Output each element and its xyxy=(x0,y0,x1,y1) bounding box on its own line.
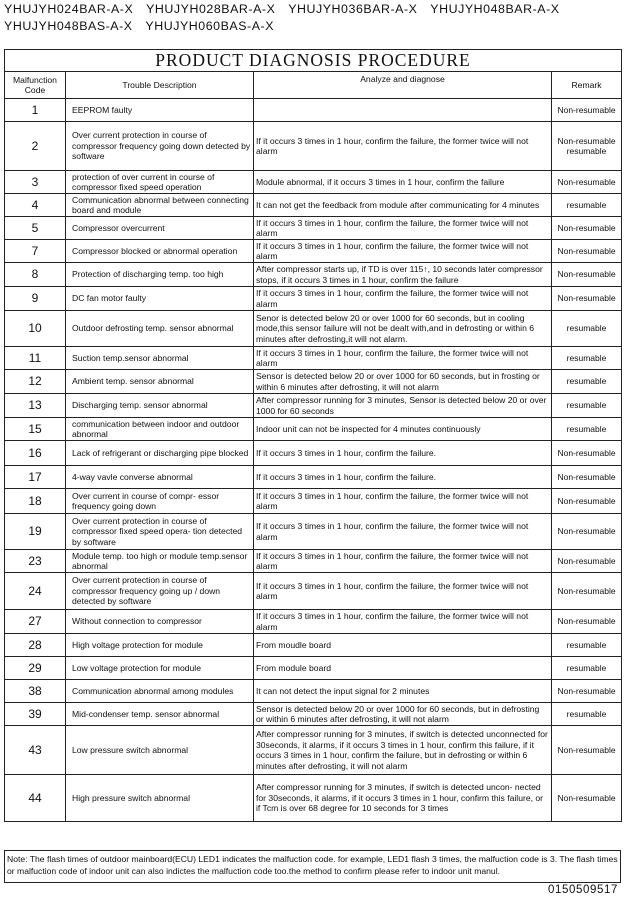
row-code: 2 xyxy=(5,122,66,171)
row-analysis: If it occurs 3 times in 1 hour, confirm the failure, the former twice will not alarm xyxy=(254,347,552,370)
row-description: Communication abnormal among modules xyxy=(66,680,254,703)
row-code: 8 xyxy=(5,263,66,287)
table-row xyxy=(5,394,622,418)
row-analysis: If it occurs 3 times in 1 hour, confirm the failure, the former twice will not alarm xyxy=(254,550,552,573)
table-row xyxy=(5,99,622,122)
table-row xyxy=(5,514,622,550)
row-description: Compressor overcurrent xyxy=(66,217,254,240)
row-analysis: If it occurs 3 times in 1 hour, confirm the failure, the former twice will not alarm xyxy=(254,514,552,550)
row-code: 12 xyxy=(5,370,66,394)
diagnosis-table xyxy=(4,49,622,822)
row-description: High pressure switch abnormal xyxy=(66,775,254,822)
row-code: 19 xyxy=(5,514,66,550)
row-remark: Non-resumable xyxy=(552,263,622,287)
row-code: 5 xyxy=(5,217,66,240)
row-description: Over current protection in course of compressor frequency going down detected by software xyxy=(66,122,254,171)
row-description: Discharging temp. sensor abnormal xyxy=(66,394,254,418)
table-row xyxy=(5,489,622,514)
row-code: 9 xyxy=(5,287,66,311)
footnote: Note: The flash times of outdoor mainboard(ECU) LED1 indicates the malfuction code. for example, LED1 flash 3 times, the malfuction code is 3. The flash times or malfuction code of indoor unit can also indictes the malfuction code too.the method to confirm please refer to indoor unit manul. xyxy=(4,850,621,883)
table-row xyxy=(5,347,622,370)
row-remark: Non-resumable xyxy=(552,680,622,703)
row-analysis: If it occurs 3 times in 1 hour, confirm the failure, the former twice will not alarm xyxy=(254,287,552,311)
row-remark: Non-resumable xyxy=(552,514,622,550)
row-description: Outdoor defrosting temp. sensor abnormal xyxy=(66,311,254,347)
header-row xyxy=(5,72,622,99)
table-row xyxy=(5,441,622,466)
row-remark: Non-resumable xyxy=(552,466,622,489)
table-row xyxy=(5,657,622,680)
row-analysis: After compressor starts up, if TD is over 115↑, 10 seconds later compressor stops, if it occurs 3 times in 1 hour, confirm the failure xyxy=(254,263,552,287)
table-row xyxy=(5,610,622,634)
row-code: 27 xyxy=(5,610,66,634)
row-remark: Non-resumable xyxy=(552,573,622,610)
row-code: 24 xyxy=(5,573,66,610)
row-analysis: It can not detect the input signal for 2 minutes xyxy=(254,680,552,703)
row-remark: Non-resumable xyxy=(552,99,622,122)
row-code: 15 xyxy=(5,418,66,441)
row-remark: resumable xyxy=(552,311,622,347)
table-row xyxy=(5,550,622,573)
row-description: Ambient temp. sensor abnormal xyxy=(66,370,254,394)
row-analysis: Module abnormal, if it occurs 3 times in 1 hour, confirm the failure xyxy=(254,171,552,194)
row-description: Communication abnormal between connecting board and module xyxy=(66,194,254,217)
row-remark: Non-resumable xyxy=(552,489,622,514)
document-number: 0150509517 xyxy=(548,884,618,896)
model-code: YHUJYH048BAR-A-X xyxy=(430,2,560,16)
row-remark: resumable xyxy=(552,370,622,394)
row-analysis: If it occurs 3 times in 1 hour, confirm the failure, the former twice will not alarm xyxy=(254,489,552,514)
row-analysis: After compressor running for 3 minutes, if switch is detected unconnected for 30seconds, it alarms, if it occurs 3 times in 1 hour, confirm this failure, if it occurs 3 times in 1 hour, confirm the failure, but in defrosting or within 6 minutes after defrosting, it will not alarm xyxy=(254,726,552,775)
row-remark: Non-resumable xyxy=(552,550,622,573)
row-code: 17 xyxy=(5,466,66,489)
row-analysis: After compressor running for 3 minutes, if switch is detected uncon- nected for 30seconds, it alarms, if it occurs 3 times in 1 hour, confirm this failure, or if Tcm is over 68 degree for 10 seconds for 3 times xyxy=(254,775,552,822)
title-row xyxy=(5,50,622,72)
row-description: Over current protection in course of compressor frequency going up / down detected by software xyxy=(66,573,254,610)
row-analysis: Sensor is detected below 20 or over 1000 for 60 seconds, but in frosting or within 6 minutes after defrosting, it will not alarm xyxy=(254,370,552,394)
row-remark: resumable xyxy=(552,657,622,680)
row-remark: resumable xyxy=(552,418,622,441)
table-row xyxy=(5,418,622,441)
row-analysis: Indoor unit can not be inspected for 4 minutes continuously xyxy=(254,418,552,441)
row-description: protection of over current in course of compressor fixed speed operation xyxy=(66,171,254,194)
row-code: 1 xyxy=(5,99,66,122)
row-description: Compressor blocked or abnormal operation xyxy=(66,240,254,263)
table-row xyxy=(5,466,622,489)
row-remark: Non-resumable xyxy=(552,726,622,775)
row-code: 18 xyxy=(5,489,66,514)
row-analysis: It can not get the feedback from module after communicating for 4 minutes xyxy=(254,194,552,217)
row-description: Over current in course of compr- essor frequency going down xyxy=(66,489,254,514)
table-row xyxy=(5,122,622,171)
row-code: 10 xyxy=(5,311,66,347)
table-row xyxy=(5,194,622,217)
row-description: Mid-condenser temp. sensor abnormal xyxy=(66,703,254,726)
row-code: 44 xyxy=(5,775,66,822)
model-code: YHUJYH048BAS-A-X xyxy=(4,19,133,33)
table-row xyxy=(5,263,622,287)
table-row xyxy=(5,311,622,347)
model-code: YHUJYH028BAR-A-X xyxy=(146,2,276,16)
row-analysis: Sensor is detected below 20 or over 1000 for 60 seconds, but in defrosting or within 6 minutes after defrosting, it will not alarm xyxy=(254,703,552,726)
row-description: communication between indoor and outdoor abnormal xyxy=(66,418,254,441)
row-description: EEPROM faulty xyxy=(66,99,254,122)
table-row xyxy=(5,370,622,394)
table-row xyxy=(5,726,622,775)
row-description: Lack of refrigerant or discharging pipe blocked xyxy=(66,441,254,466)
table-row xyxy=(5,703,622,726)
row-remark: Non-resumable xyxy=(552,441,622,466)
row-remark: Non-resumable xyxy=(552,217,622,240)
row-description: Suction temp.sensor abnormal xyxy=(66,347,254,370)
row-code: 13 xyxy=(5,394,66,418)
header-remark: Remark xyxy=(552,72,622,99)
row-analysis: If it occurs 3 times in 1 hour, confirm the failure. xyxy=(254,466,552,489)
row-code: 4 xyxy=(5,194,66,217)
table-row xyxy=(5,217,622,240)
table-row xyxy=(5,634,622,657)
model-list xyxy=(4,1,628,35)
row-code: 28 xyxy=(5,634,66,657)
row-analysis: Senor is detected below 20 or over 1000 for 60 seconds, but in cooling mode,this sensor failure will not be dealt with,and in defrosting or within 6 minutes after defrosting,it will not alarm. xyxy=(254,311,552,347)
row-remark: resumable xyxy=(552,347,622,370)
row-remark: Non-resumable xyxy=(552,775,622,822)
model-code: YHUJYH024BAR-A-X xyxy=(4,2,134,16)
row-analysis: After compressor running for 3 minutes, Sensor is detected below 20 or over 1000 for 60 seconds xyxy=(254,394,552,418)
row-code: 16 xyxy=(5,441,66,466)
row-analysis xyxy=(254,99,552,122)
page-title: PRODUCT DIAGNOSIS PROCEDURE xyxy=(5,50,622,72)
row-remark: Non-resumable xyxy=(552,171,622,194)
row-description: DC fan motor faulty xyxy=(66,287,254,311)
row-code: 38 xyxy=(5,680,66,703)
row-code: 39 xyxy=(5,703,66,726)
row-code: 43 xyxy=(5,726,66,775)
row-analysis: From module board xyxy=(254,657,552,680)
row-remark: resumable xyxy=(552,703,622,726)
row-description: Protection of discharging temp. too high xyxy=(66,263,254,287)
row-analysis: If it occurs 3 times in 1 hour, confirm the failure, the former twice will not alarm xyxy=(254,240,552,263)
table-row xyxy=(5,171,622,194)
row-remark: Non-resumable xyxy=(552,287,622,311)
row-description: Low voltage protection for module xyxy=(66,657,254,680)
header-code: Malfunction Code xyxy=(5,72,66,99)
row-code: 7 xyxy=(5,240,66,263)
row-code: 11 xyxy=(5,347,66,370)
row-description: Without connection to compressor xyxy=(66,610,254,634)
row-code: 23 xyxy=(5,550,66,573)
row-remark: Non-resumable resumable xyxy=(552,122,622,171)
row-description: Module temp. too high or module temp.sensor abnormal xyxy=(66,550,254,573)
row-description: Over current protection in course of compressor fixed speed opera- tion detected by software xyxy=(66,514,254,550)
row-description: High voltage protection for module xyxy=(66,634,254,657)
row-remark: Non-resumable xyxy=(552,610,622,634)
row-code: 29 xyxy=(5,657,66,680)
row-description: 4-way vavle converse abnormal xyxy=(66,466,254,489)
row-analysis: If it occurs 3 times in 1 hour, confirm the failure, the former twice will not alarm xyxy=(254,573,552,610)
table-row xyxy=(5,680,622,703)
table-row xyxy=(5,287,622,311)
header-desc: Trouble Description xyxy=(66,72,254,99)
table-row xyxy=(5,775,622,822)
table-row xyxy=(5,240,622,263)
row-description: Low pressure switch abnormal xyxy=(66,726,254,775)
row-analysis: If it occurs 3 times in 1 hour, confirm the failure, the former twice will not alarm xyxy=(254,122,552,171)
row-remark: resumable xyxy=(552,634,622,657)
row-code: 3 xyxy=(5,171,66,194)
model-code: YHUJYH036BAR-A-X xyxy=(288,2,418,16)
row-analysis: If it occurs 3 times in 1 hour, confirm the failure. xyxy=(254,441,552,466)
row-remark: resumable xyxy=(552,394,622,418)
row-analysis: From moudle board xyxy=(254,634,552,657)
row-remark: Non-resumable xyxy=(552,240,622,263)
row-analysis: If it occurs 3 times in 1 hour, confirm the failure, the former twice will not alarm xyxy=(254,610,552,634)
header-analyze: Analyze and diagnose xyxy=(254,72,552,99)
table-row xyxy=(5,573,622,610)
row-remark: resumable xyxy=(552,194,622,217)
row-analysis: If it occurs 3 times in 1 hour, confirm the failure, the former twice will not alarm xyxy=(254,217,552,240)
model-code: YHUJYH060BAS-A-X xyxy=(145,19,275,33)
